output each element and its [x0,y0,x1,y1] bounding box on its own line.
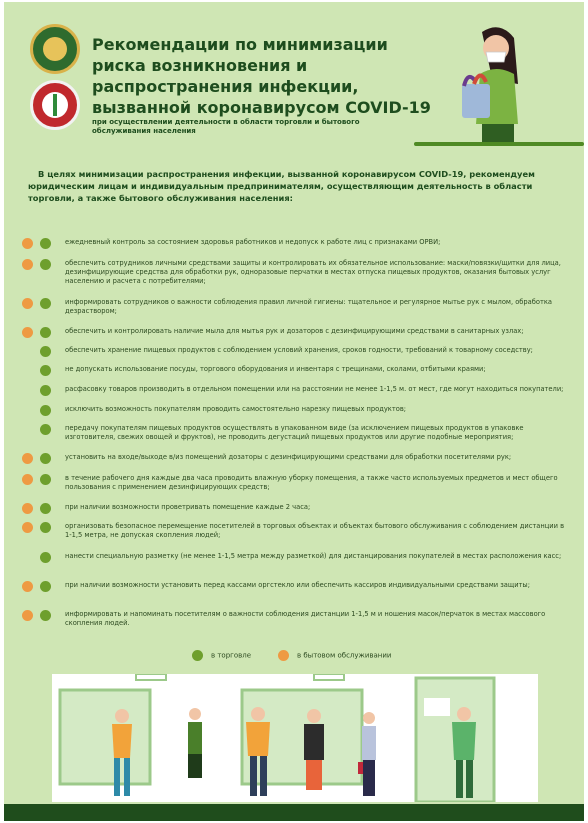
orange-dot-icon [22,238,33,249]
green-dot-icon [40,365,51,376]
legend-trade [192,650,251,661]
intro-text: В целях минимизации распространения инфекции, вызванной коронавирусом COVID-19, рекомендуем юридическим лицам и индивидуальным предпринимателям, осуществляющим деятельность в области торговли, а также бытового обслуживания населения: [28,169,535,203]
legend-services [278,650,391,661]
orange-dot-icon [22,503,33,514]
list-item-text: при наличии возможности установить перед кассами оргстекло или обеспечить кассиров индивидуальными средствами защиты; [65,581,530,589]
medical-logo-icon [30,80,80,130]
list-item-text: обеспечить сотрудников личными средствами защиты и контролировать их обязательное использование: маски/повязки/щитки для лица, дезинфицирующие средства для обработки рук, одноразовые перчатки в местах отпуска пищевых продуктов, оказания бытовых услуг населению и расчета с потребителями; [65,259,561,285]
green-dot-icon [40,385,51,396]
list-item-text: не допускать использование посуды, торгового оборудования и инвентаря с трещинами, сколами, отбитыми краями; [65,365,486,373]
emblem-logo-icon [30,24,80,74]
green-dot-icon [40,453,51,464]
list-item-text: информировать и напоминать посетителям о важности соблюдения дистанции 1-1,5 м и ношения масок/перчаток в местах массового скопления людей. [65,610,546,627]
store-scene-illustration-icon [52,674,538,802]
list-item-text: информировать сотрудников о важности соблюдения правил личной гигиены: тщательное и регулярное мытье рук с мылом, обработка дезраствором; [65,298,553,315]
orange-dot-icon [22,474,33,485]
list-item-text: при наличии возможности проветривать помещение каждые 2 часа; [65,503,311,511]
list-item-text: нанести специальную разметку (не менее 1-1,5 метра между разметкой) для дистанцирования покупателей в местах расположения касс; [65,552,562,560]
green-dot-icon [40,424,51,435]
orange-dot-icon [22,453,33,464]
green-dot-icon [40,474,51,485]
green-dot-icon [40,522,51,533]
list-item-text: ежедневный контроль за состоянием здоровья работников и недопуск к работе лиц с признаками ОРВИ; [65,238,441,246]
list-item-text: обеспечить и контролировать наличие мыла для мытья рук и дозаторов с дезинфицирующими средствами в санитарных узлах; [65,327,524,335]
green-dot-icon [40,552,51,563]
orange-dot-icon [22,610,33,621]
list-item-text: исключить возможность покупателям проводить самостоятельно нарезку пищевых продуктов; [65,405,407,413]
orange-dot-icon [22,581,33,592]
page-title: Рекомендации по минимизации риска возникновения и распространения инфекции, вызванной коронавирусом COVID-19 [92,35,431,117]
green-dot-icon [40,405,51,416]
orange-dot-icon [22,259,33,270]
poster [4,2,584,821]
header-divider [414,142,584,146]
green-dot-icon [192,650,203,661]
green-dot-icon [40,581,51,592]
list-item-text: расфасовку товаров производить в отдельном помещении или на расстоянии не менее 1-1,5 м. от мест, где могут находиться покупатели; [65,385,564,393]
list-item-text: организовать безопасное перемещение посетителей в торговых объектах и объектах бытового обслуживания с соблюдением дистанции в 1-1,5 метра, не допуская скопления людей; [65,522,565,539]
list-item-text: установить на входе/выходе в/из помещений дозаторы с дезинфицирующими средствами для обработки посетителями рук; [65,453,512,461]
legend-trade-label: в торговле [211,651,252,660]
green-dot-icon [40,327,51,338]
store-scene-illustration [52,674,538,802]
green-dot-icon [40,346,51,357]
green-dot-icon [40,298,51,309]
green-dot-icon [40,238,51,249]
green-dot-icon [40,610,51,621]
orange-dot-icon [278,650,289,661]
list-item-text: обеспечить хранение пищевых продуктов с соблюдением условий хранения, сроков годности, требований к товарному соседству; [65,346,533,354]
orange-dot-icon [22,522,33,533]
legend-services-label: в бытовом обслуживании [297,651,392,660]
green-dot-icon [40,503,51,514]
list-item-text: передачу покупателям пищевых продуктов осуществлять в упакованном виде (за исключением пищевых продуктов в упаковке изготовителя, свежих овощей и фруктов), не проводить дегустаций пищевых продуктов или другие подобные мероприятия; [65,424,524,441]
orange-dot-icon [22,298,33,309]
list-item-text: в течение рабочего дня каждые два часа проводить влажную уборку помещения, а также часто используемых предметов и мест общего пользования с применением дезинфицирующих средств; [65,474,558,491]
page-subtitle: при осуществлении деятельности в области торговли и бытового обслуживания населения [92,118,360,135]
orange-dot-icon [22,327,33,338]
shopping-woman-illustration-icon [452,24,532,146]
footer-bar [4,804,584,821]
green-dot-icon [40,259,51,270]
